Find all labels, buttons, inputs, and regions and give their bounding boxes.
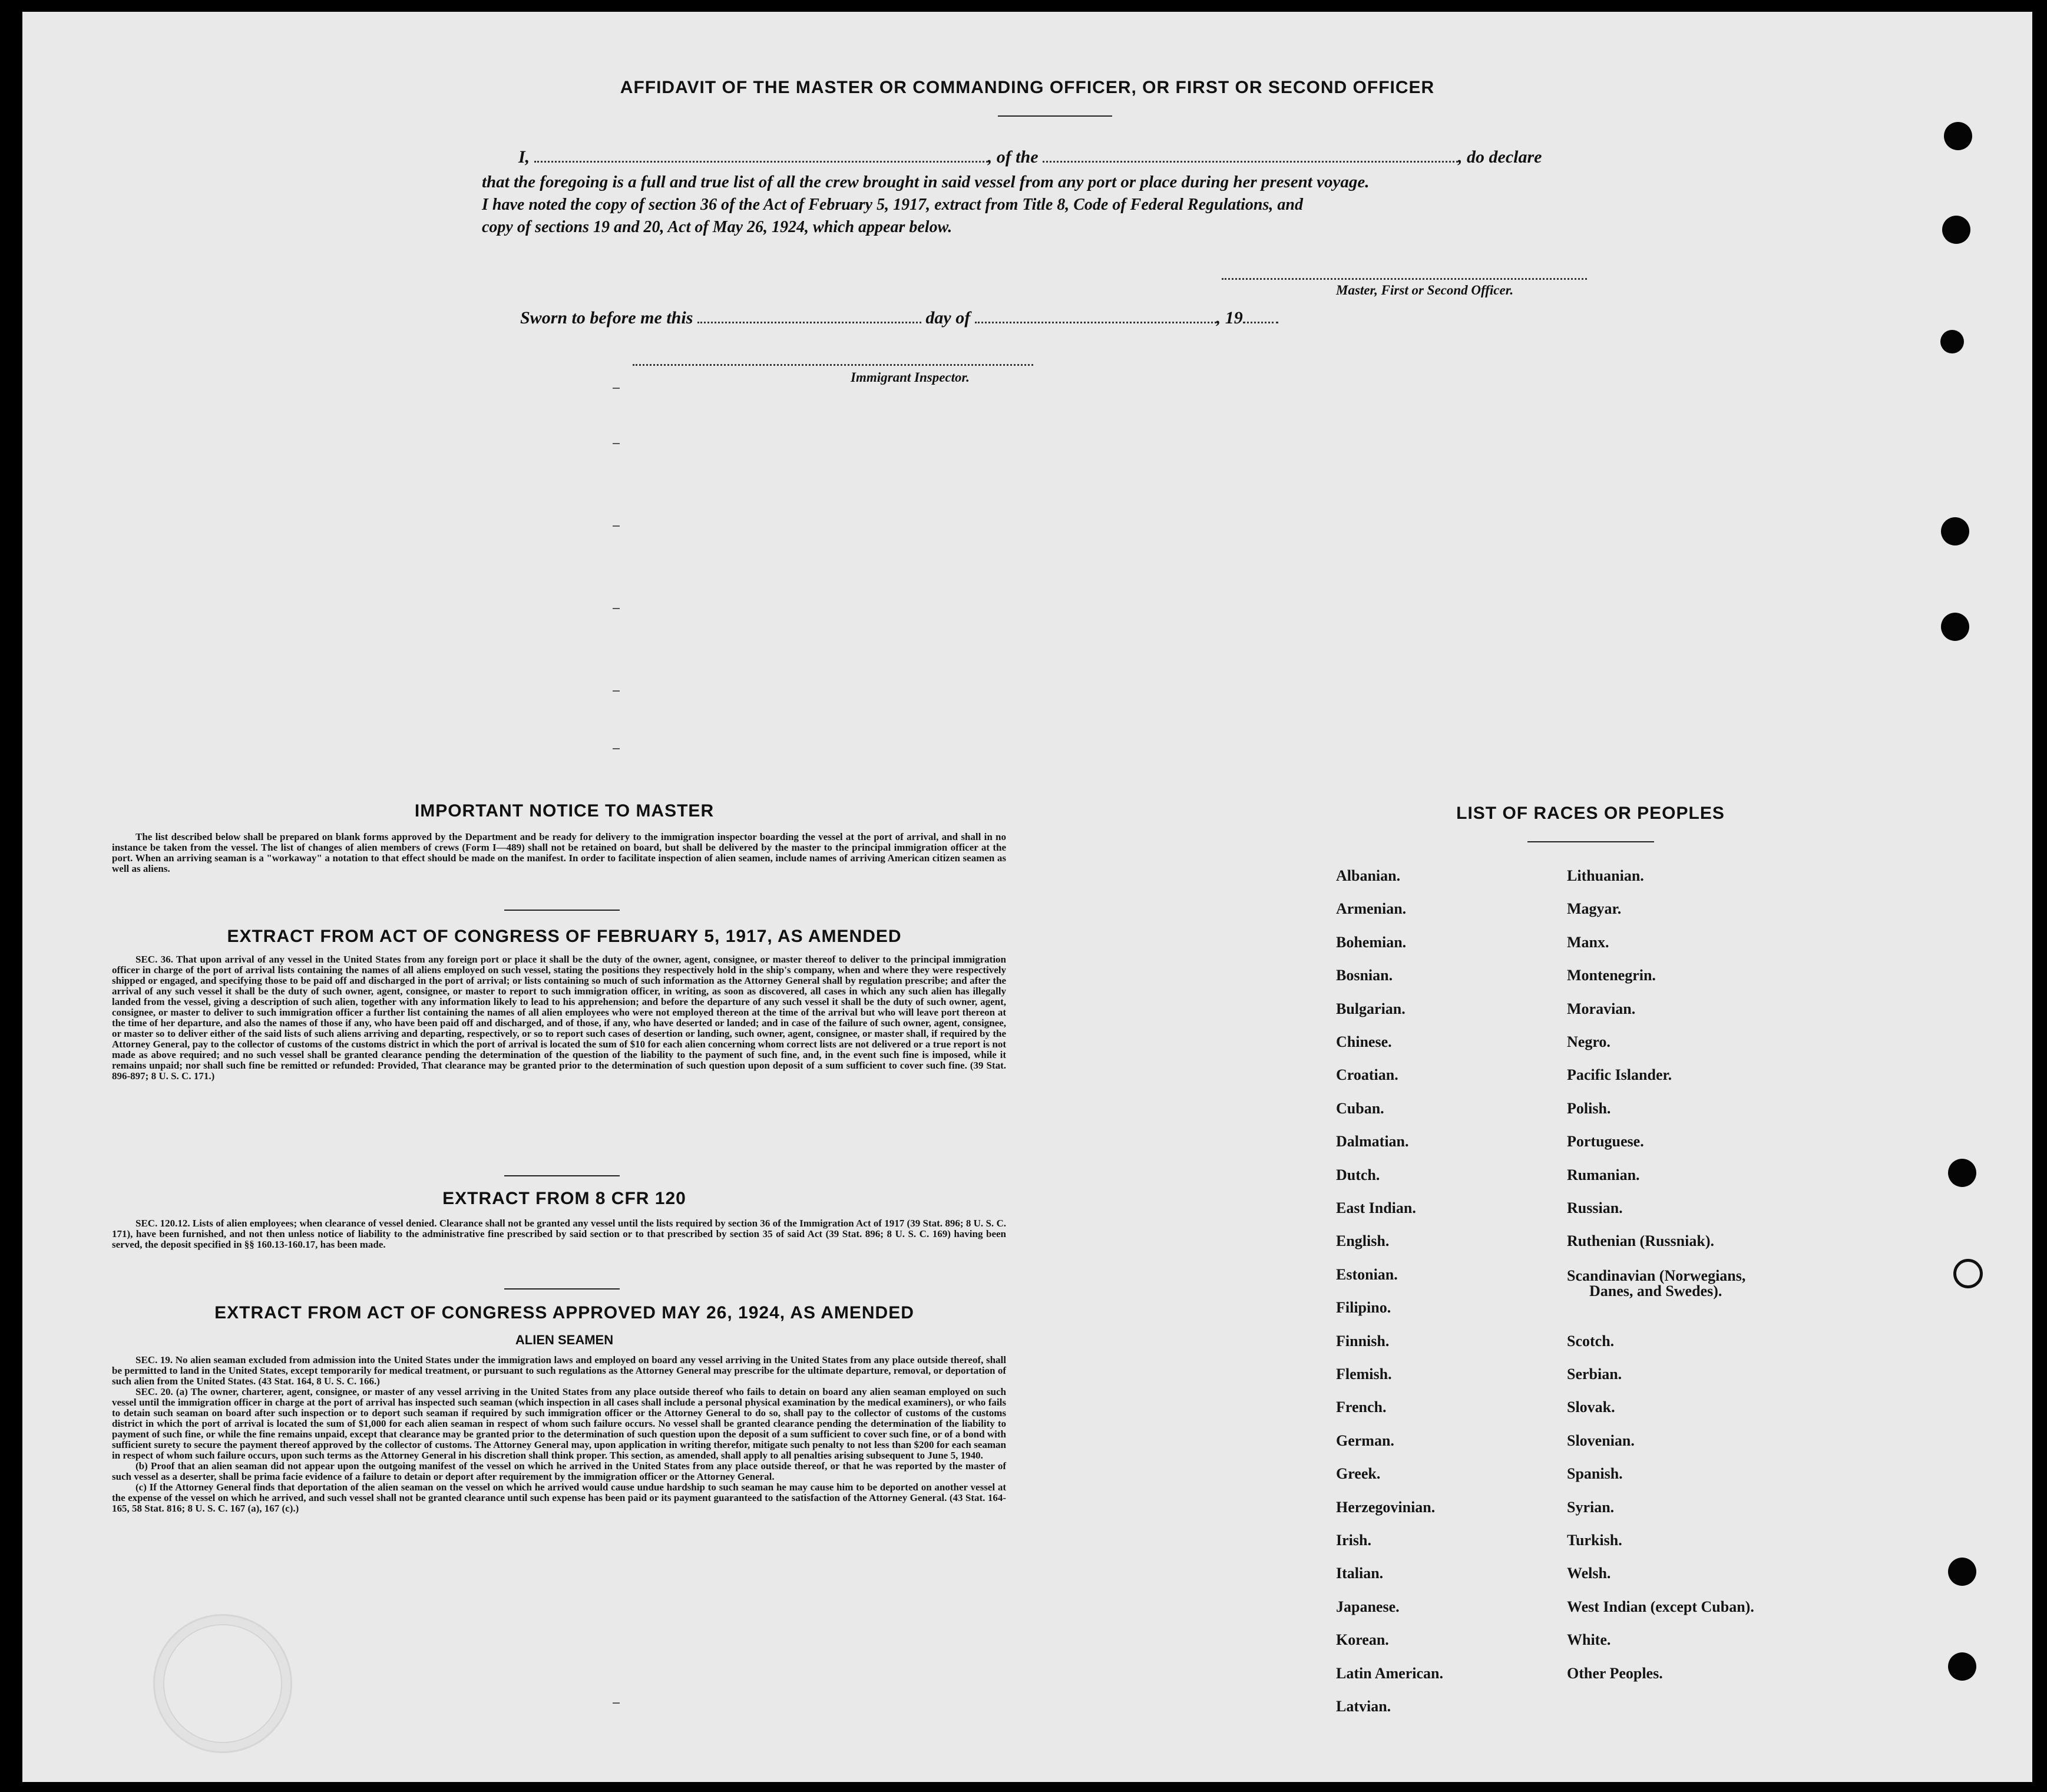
race-item: Finnish. [1336, 1332, 1390, 1350]
affidavit-line-3: I have noted the copy of section 36 of the Act of February 5, 1917, extract from Title 8, Code of Federal Regulations, and [482, 196, 1303, 214]
fold-mark [613, 443, 620, 444]
races-heading-rule [1527, 841, 1654, 842]
declarant-label: I, [518, 147, 530, 167]
race-item: Cuban. [1336, 1099, 1384, 1117]
race-item: White. [1567, 1631, 1611, 1649]
fold-mark [613, 748, 620, 749]
race-item: German. [1336, 1431, 1394, 1449]
race-item: Welsh. [1567, 1565, 1611, 1582]
race-item: Serbian. [1567, 1366, 1622, 1383]
inspector-signature-line[interactable] [633, 364, 1033, 366]
race-item: Greek. [1336, 1465, 1381, 1483]
race-item: Japanese. [1336, 1598, 1400, 1615]
sworn-label: Sworn to before me this [520, 308, 693, 328]
race-item: Croatian. [1336, 1066, 1398, 1084]
affidavit-line-2: that the foregoing is a full and true list of all the crew brought in said vessel from any port or place during her present voyage. [482, 173, 1370, 191]
extract-1917-heading: EXTRACT FROM ACT OF CONGRESS OF FEBRUARY 5, 1917, AS AMENDED [227, 927, 902, 946]
extract-cfr-text [112, 1218, 1006, 1250]
punch-hole [1948, 1558, 1976, 1586]
race-item: Ruthenian (Russniak). [1567, 1232, 1714, 1250]
race-item: Spanish. [1567, 1465, 1623, 1483]
race-item: Turkish. [1567, 1532, 1622, 1549]
race-item: Italian. [1336, 1565, 1384, 1582]
extract-1924-text [112, 1355, 1006, 1514]
race-item: West Indian (except Cuban). [1567, 1598, 1754, 1615]
sec-20b-paragraph: (b) Proof that an alien seaman did not appear upon the outgoing manifest of the vessel on which he arrived in the United States from any place outside thereof, or that he was reported by the master of such vessel as a deserter, shall be prima facie evidence of a failure to detain or deport after requirement by the immigration officer or the Attorney General. [112, 1460, 1006, 1482]
sworn-year-field[interactable] [1243, 322, 1278, 323]
notice-rule [504, 910, 620, 911]
race-item: Irish. [1336, 1532, 1371, 1549]
declare-label: , do declare [1458, 147, 1542, 167]
sec-36-paragraph: SEC. 36. That upon arrival of any vessel in the United States from any foreign port or place it shall be the duty of the owner, agent, consignee, or master thereof to deliver to the principal immigration officer in charge of the port of arrival lists containing the names of all aliens employed on such vessel, stating the positions they respectively hold in the ship's company, when and where they were respectively shipped or engaged, and specifying those to be paid off and discharged in the port of arrival; or lists containing so much of such information as the Attorney General shall by regulation prescribe; and after the arrival of any such vessel it shall be the duty of such owner, agent, consignee, or master to report to such immigration officer, in writing, as soon as discovered, all cases in which any such alien has illegally landed from the vessel, giving a description of such alien, together with any information likely to lead to his apprehension; and before the departure of any such vessel it shall be the duty of such owner, agent, consignee, or master to deliver to such immigration officer a further list containing the names of all alien employees who were not employed thereon at the time of the arrival but who will leave port thereon at the time of her departure, and also the names of those if any, who have been paid off and discharged, and of those, if any, who have deserted or landed; and in case of the failure of such owner, agent, consignee, or master so to deliver either of the said lists of such aliens arriving and departing, respectively, or so to report such cases of desertion or landing, such owner, agent, consignee, or master shall, if required by the Attorney General, pay to the collector of customs of the customs district in which the port of arrival is located the sum of $10 for each alien concerning whom correct lists are not delivered or a true report is not made as above required; and no such vessel shall be granted clearance pending the determination of the question of the liability to the payment of such fine, and, in the event such fine is imposed, while it remains unpaid; nor shall such fine be remitted or refunded: Provided, That clearance may be granted prior to the determination of such question upon deposit of a sum sufficient to cover such fine. (39 Stat. 896-897; 8 U. S. C. 171.) [112, 954, 1006, 1082]
races-heading: LIST OF RACES OR PEOPLES [1456, 804, 1725, 823]
race-item: Pacific Islander. [1567, 1066, 1672, 1084]
notice-paragraph: The list described below shall be prepared on blank forms approved by the Department and be ready for delivery to the immigration inspector boarding the vessel at the port of arrival, and shall in no instance be taken from the vessel. The list of changes of alien members of crews (Form I—489) shall not be retained on board, but shall be delivered by the master to the principal immigration officer at the port. When an arriving seaman is a "workaway" a notation to that effect should be made on the manifest. In order to facilitate inspection of alien seamen, include names of arriving American citizen seamen as well as aliens. [112, 831, 1006, 874]
declarant-name-field[interactable] [534, 161, 988, 163]
sec-20a-paragraph: SEC. 20. (a) The owner, charterer, agent, consignee, or master of any vessel arriving in the United States from any place outside thereof who fails to detain on board any alien seaman employed on such vessel until the immigration officer in charge at the port of arrival has inspected such seaman (which inspection in all cases shall include a personal physical examination by the medical examiners), or who fails to detain such seaman on board after such inspection or to deport such seaman if required by such immigration officer or the Attorney General to do so, shall pay to the collector of customs of the customs district in which the port of arrival is located the sum of $1,000 for each alien seaman in respect of whom such failure occurs. No vessel shall be granted clearance pending the determination of the liability to payment of such fine, or while the fine remains unpaid, except that clearance may be granted prior to the determination of such question upon the deposit of a sum sufficient to cover such fine, or of a bond with sufficient surety to secure the payment thereof approved by the collector of customs. The Attorney General may, upon application in writing therefor, mitigate such penalty to not less than $200 for each seaman in respect of whom such failure occurs, upon such terms as the Attorney General in his discretion shall think proper. This section, as amended, shall apply to all penalties arising subsequent to June 5, 1940. [112, 1386, 1006, 1461]
race-item: Latin American. [1336, 1664, 1443, 1682]
fold-mark [613, 608, 620, 609]
affidavit-heading: AFFIDAVIT OF THE MASTER OR COMMANDING OFFICER, OR FIRST OR SECOND OFFICER [620, 78, 1435, 97]
race-item: Chinese. [1336, 1033, 1392, 1050]
punch-hole [1944, 122, 1972, 150]
extract-1924-heading: EXTRACT FROM ACT OF CONGRESS APPROVED MAY 26, 1924, AS AMENDED [214, 1303, 914, 1322]
punch-hole [1941, 613, 1969, 641]
extract-1917-text [112, 954, 1006, 1082]
race-item: Dalmatian. [1336, 1133, 1409, 1150]
affidavit-heading-rule [998, 115, 1112, 117]
race-item: Danes, and Swedes). [1589, 1282, 1722, 1300]
sworn-month-field[interactable] [975, 322, 1216, 323]
race-item: Montenegrin. [1567, 967, 1656, 984]
race-item: Slovenian. [1567, 1431, 1635, 1449]
punch-hole [1941, 517, 1969, 545]
sec-120-12-paragraph: SEC. 120.12. Lists of alien employees; when clearance of vessel denied. Clearance shall not be granted any vessel until the lists required by section 36 of the Immigration Act of 1917 (39 Stat. 896; 8 U. S. C. 171), have been furnished, and not then unless notice of liability to the administrative fine prescribed by said section or to that prescribed by section 35 of said Act (39 Stat. 896; 8 U. S. C. 169) having been served, the deposit specified in §§ 160.13-160.17, has been made. [112, 1218, 1006, 1250]
alien-seamen-subheading: ALIEN SEAMEN [515, 1333, 614, 1347]
race-item: Albanian. [1336, 867, 1401, 884]
race-item: Russian. [1567, 1199, 1623, 1216]
punch-hole [1940, 330, 1964, 353]
race-item: Slovak. [1567, 1398, 1615, 1416]
race-item: Rumanian. [1567, 1166, 1640, 1183]
notice-heading: IMPORTANT NOTICE TO MASTER [414, 801, 715, 821]
extract-1917-rule [504, 1175, 620, 1176]
document-page [22, 12, 2032, 1782]
fold-mark [613, 690, 620, 692]
master-signature-caption: Master, First or Second Officer. [1336, 283, 1514, 297]
year-label: , 19 [1216, 308, 1243, 328]
extract-cfr-rule [504, 1288, 620, 1290]
fold-mark [613, 1702, 620, 1704]
day-of-label: day of [925, 308, 971, 328]
punch-hole [1948, 1652, 1976, 1681]
race-item: Scandinavian (Norwegians, [1567, 1267, 1746, 1284]
punch-hole [1942, 216, 1970, 244]
race-item: Korean. [1336, 1631, 1389, 1649]
race-item: Moravian. [1567, 1000, 1636, 1017]
fold-mark [613, 525, 620, 527]
race-item: Polish. [1567, 1099, 1611, 1117]
race-item: Other Peoples. [1567, 1664, 1663, 1682]
race-item: Portuguese. [1567, 1133, 1644, 1150]
master-signature-line[interactable] [1222, 278, 1587, 280]
race-item: Latvian. [1336, 1698, 1391, 1715]
race-item: Lithuanian. [1567, 867, 1644, 884]
sec-20c-paragraph: (c) If the Attorney General finds that deportation of the alien seaman on the vessel on which he arrived would cause undue hardship to such seaman he may cause him to be deported on another vessel at the expense of the vessel on which he arrived, and such vessel shall not be granted clearance until such expense has been paid or its payment guaranteed to the satisfaction of the Attorney General. (43 Stat. 164-165, 58 Stat. 816; 8 U. S. C. 167 (a), 167 (c).) [112, 1482, 1006, 1514]
race-item: East Indian. [1336, 1199, 1416, 1216]
notice-text [112, 832, 1006, 874]
race-item: Bosnian. [1336, 967, 1393, 984]
sec-19-paragraph: SEC. 19. No alien seaman excluded from admission into the United States under the immigration laws and employed on board any vessel arriving in the United States from any place outside thereof, shall be permitted to land in the United States, except temporarily for medical treatment, or pursuant to such regulations as the Attorney General may prescribe for the ultimate departure, removal, or deportation of such alien from the United States. (43 Stat. 164, 8 U. S. C. 166.) [112, 1354, 1006, 1387]
vessel-label: , of the [987, 147, 1039, 167]
race-item: Flemish. [1336, 1366, 1392, 1383]
race-item: Herzegovinian. [1336, 1498, 1436, 1516]
race-item: French. [1336, 1398, 1387, 1416]
sworn-line [520, 308, 1404, 328]
race-item: Negro. [1567, 1033, 1611, 1050]
race-item: Estonian. [1336, 1265, 1398, 1283]
affidavit-line-1 [518, 147, 1614, 167]
race-item: Armenian. [1336, 900, 1407, 918]
embossed-seal [153, 1614, 292, 1753]
race-item: Dutch. [1336, 1166, 1380, 1183]
fold-mark [613, 388, 620, 389]
punch-hole [1953, 1259, 1983, 1288]
race-item: Syrian. [1567, 1498, 1615, 1516]
punch-hole [1948, 1159, 1976, 1187]
race-item: Manx. [1567, 933, 1609, 951]
sworn-day-field[interactable] [697, 322, 921, 323]
vessel-name-field[interactable] [1043, 161, 1458, 163]
race-item: English. [1336, 1232, 1390, 1250]
race-item: Bohemian. [1336, 933, 1407, 951]
inspector-signature-caption: Immigrant Inspector. [851, 370, 970, 385]
extract-cfr-heading: EXTRACT FROM 8 CFR 120 [442, 1189, 686, 1208]
race-item: Scotch. [1567, 1332, 1615, 1350]
race-item: Bulgarian. [1336, 1000, 1406, 1017]
race-item: Filipino. [1336, 1299, 1391, 1317]
race-item: Magyar. [1567, 900, 1622, 918]
affidavit-line-4: copy of sections 19 and 20, Act of May 26, 1924, which appear below. [482, 218, 953, 236]
